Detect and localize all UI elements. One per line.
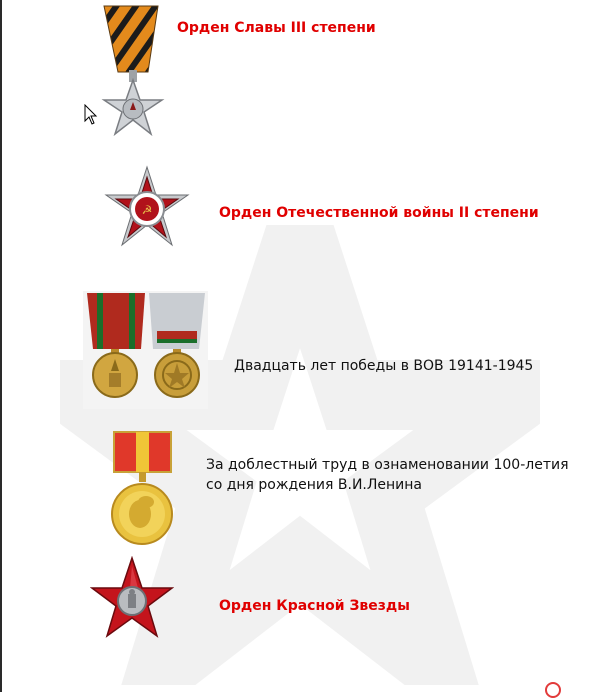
award-order-red-star (90, 556, 174, 640)
award-title: Орден Отечественной войны II степени (219, 205, 539, 221)
award-title: Орден Славы III степени (177, 20, 376, 36)
award-title: Орден Красной Звезды (219, 598, 410, 614)
order-of-glory-icon (96, 2, 176, 152)
mouse-cursor-icon (84, 104, 98, 126)
award-order-of-glory (96, 2, 176, 152)
lenin-centenary-medal-icon (110, 430, 175, 552)
award-victory-20-years (83, 291, 208, 409)
svg-text:☭: ☭ (141, 203, 153, 217)
order-red-star-icon (90, 556, 174, 640)
award-title-line1: За доблестный труд в ознаменовании 100-летия (206, 457, 569, 473)
corner-indicator-icon (545, 682, 561, 698)
award-title-line2: со дня рождения В.И.Ленина (206, 477, 423, 493)
award-title: Двадцать лет победы в ВОВ 19141-1945 (234, 358, 534, 374)
order-patriotic-war-icon (100, 165, 195, 255)
award-order-patriotic-war (100, 165, 195, 255)
left-border (0, 0, 2, 692)
victory-20-years-medal-icon (83, 291, 208, 409)
award-lenin-centenary (110, 430, 175, 552)
